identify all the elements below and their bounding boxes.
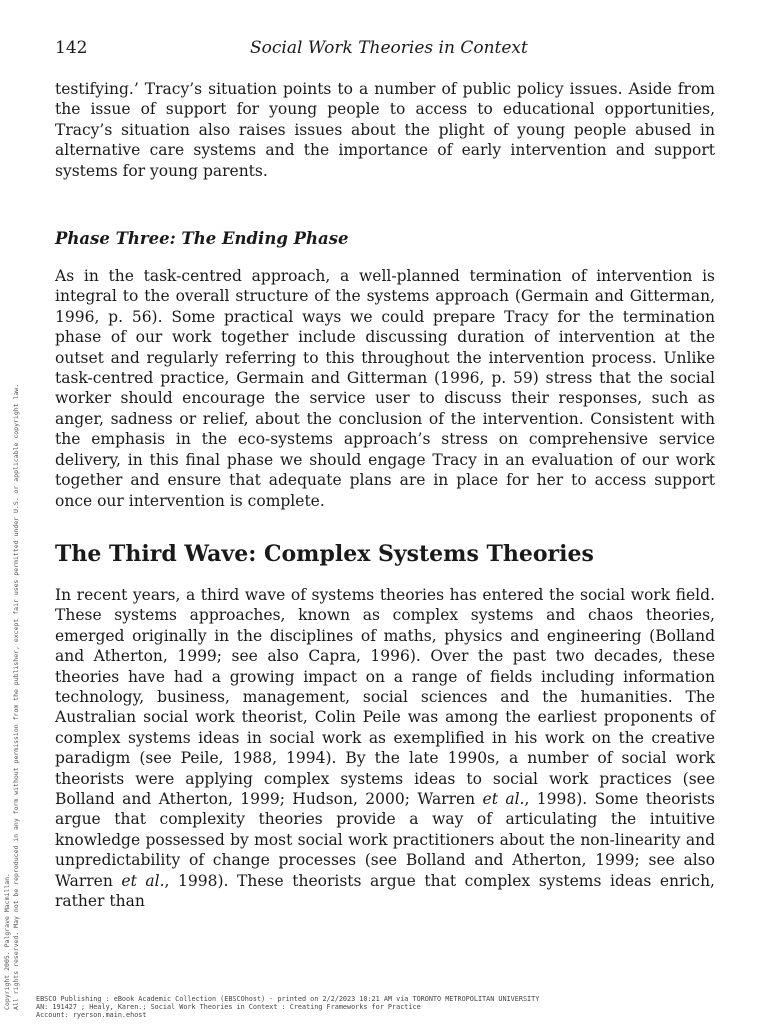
paragraph-text-part-2: , 1998). Some theorists argue that complexity theories provide a way of articulating the intuitive knowledge possessed by most social work practitioners about the non-linearity and unpredictability of change processes (see Bolland and Atherton, 1999; see also Warren [55, 789, 716, 890]
body-paragraph-2: As in the task-centred approach, a well-planned termination of intervention is integral to the overall structure of the systems approach (Germain and Gitterman, 1996, p. 56). Some practical ways we could prepare Tracy for the termination phase of our work together include discussing duration of intervention at the outset and regularly referring to this throughout the intervention process. Unlike task-centred practice, Germain and Gitterman (1996, p. 59) stress that the social worker should encourage the service user to discuss their responses, such as anger, sadness or relief, about the conclusion of the intervention. Consistent with the emphasis in the eco-systems approach’s stress on comprehensive service delivery, in this final phase we should engage Tracy in an evaluation of our work together and ensure that adequate plans are in place for her to access support once our intervention is complete. [55, 267, 715, 510]
footer-line-2: AN: 191427 ; Healy, Karen.; Social Work Theories in Context : Creating Frameworks for Practice [36, 1003, 421, 1012]
copyright-line-2: All rights reserved. May not be reproduced in any form without permission from the publisher, except fair uses permitted under U.S. or applicable copyright law. [12, 383, 20, 1010]
section-heading: The Third Wave: Complex Systems Theories [55, 540, 594, 567]
copyright-line-1: Copyright 2005. Palgrave Macmillan. [3, 873, 11, 1010]
subsection-heading: Phase Three: The Ending Phase [55, 229, 349, 249]
page-number: 142 [55, 38, 88, 58]
et-al-italic-1: et al. [482, 789, 525, 808]
book-page [55, 38, 715, 911]
footer-line-3: Account: ryerson.main.ehost [36, 1011, 147, 1020]
body-paragraph-1: testifying.’ Tracy’s situation points to a number of public policy issues. Aside from the issue of support for young people to access to educational opportunities, Tracy’s situation also raises issues about the plight of young people abused in alternative care systems and the importance of early intervention and support systems for young parents. [55, 80, 715, 180]
copyright-notice-vertical [3, 310, 21, 1010]
ebsco-footer [36, 995, 539, 1020]
footer-line-1: EBSCO Publishing : eBook Academic Collection (EBSCOhost) - printed on 2/2/2023 10:21 AM via TORONTO METROPOLITAN UNIVERSITY [36, 995, 540, 1003]
paragraph-text-part-3: , 1998). These theorists argue that complex systems ideas enrich, rather than [55, 871, 715, 910]
book-title: Social Work Theories in Context [250, 38, 528, 58]
paragraph-text-part-1: In recent years, a third wave of systems theories has entered the social work field. These systems approaches, known as complex systems and chaos theories, emerged originally in the disciplines of maths, physics and engineering (Bolland and Atherton, 1999; see also Capra, 1996). Over the past two decades, these theories have had a growing impact on a range of fields including information technology, business, management, social sciences and the humanities. The Australian social work theorist, Colin Peile was among the earliest proponents of complex systems ideas in social work as exemplified in his work on the creative paradigm (see Peile, 1988, 1994). By the late 1990s, a number of social work theorists were applying complex systems ideas to social work practices (see Bolland and Atherton, 1999; Hudson, 2000; Warren [55, 585, 715, 808]
running-header [55, 38, 715, 62]
et-al-italic-2: et al. [121, 871, 165, 890]
body-paragraph-3 [55, 585, 715, 912]
